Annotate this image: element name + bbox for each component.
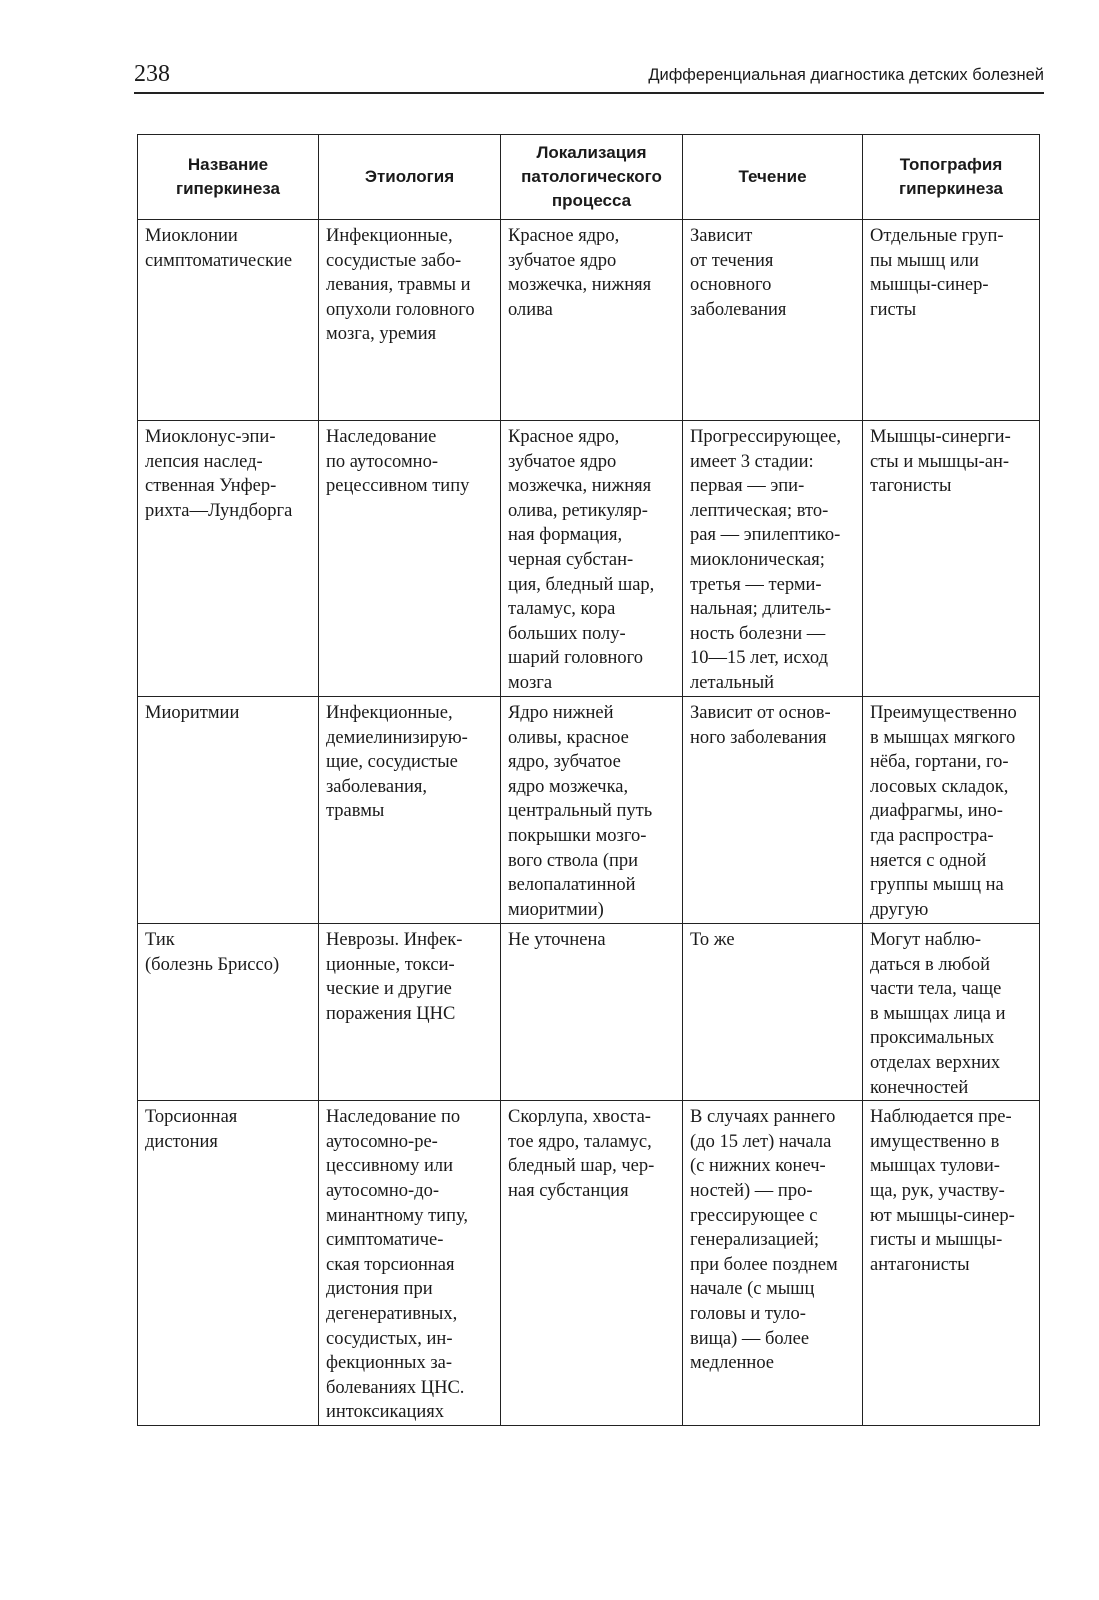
table-row [138,220,1040,421]
table-cell: То же [683,924,863,1101]
table-cell: Могут наблю- даться в любой части тела, чаще в мышцах лица и проксимальных отделах верхних конечностей [863,924,1040,1101]
table-cell: Инфекционные, сосудистые забо- левания, травмы и опухоли головного мозга, уремия [319,220,501,421]
header-cell-course: Течение [683,135,863,220]
table-cell: Неврозы. Инфек- ционные, токси- ческие и другие поражения ЦНС [319,924,501,1101]
table-cell: Миоритмии [138,697,319,924]
table-cell: Преимущественно в мышцах мягкого нёба, гортани, го- лосовых складок, диафрагмы, ино- гда распростра- няется с одной группы мышц на другую [863,697,1040,924]
table-cell: Скорлупа, хвоста- тое ядро, таламус, бледный шар, чер- ная субстанция [501,1101,683,1426]
table-cell: Инфекционные, демиелинизирую- щие, сосудистые заболевания, травмы [319,697,501,924]
page-number: 238 [134,61,170,87]
header-cell-name: Название гиперкинеза [138,135,319,220]
table-cell: Красное ядро, зубчатое ядро мозжечка, нижняя олива, ретикуляр- ная формация, черная субстан- ция, бледный шар, таламус, кора больших полу- шарий головного мозга [501,421,683,697]
table-cell: Отдельные груп- пы мышц или мышцы-синер- гисты [863,220,1040,421]
table-header-row [138,135,1040,220]
table-cell: Зависит от течения основного заболевания [683,220,863,421]
table-cell: Тик (болезнь Бриссо) [138,924,319,1101]
header-cell-topography: Топография гиперкинеза [863,135,1040,220]
header-cell-etiology: Этиология [319,135,501,220]
table-cell: Наблюдается пре- имущественно в мышцах тулови- ща, рук, участву- ют мышцы-синер- гисты и мышцы- антагонисты [863,1101,1040,1426]
hyperkinesis-table [137,134,1040,1426]
table-cell: Наследование по аутосомно-ре- цессивному или аутосомно-до- минантному типу, симптоматиче- ская торсионная дистония при дегенеративных, сосудистых, ин- фекционных за- болеваниях ЦНС. интоксикациях [319,1101,501,1426]
table-cell: Миоклонус-эпи- лепсия наслед- ственная Унфер- рихта—Лундборга [138,421,319,697]
table-cell: В случаях раннего (до 15 лет) начала (с нижних конеч- ностей) — про- грессирующее с генерализацией; при более позднем начале (с мышц головы и туло- вища) — более медленное [683,1101,863,1426]
table-cell: Наследование по аутосомно- рецессивном типу [319,421,501,697]
table-cell: Зависит от основ- ного заболевания [683,697,863,924]
running-title: Дифференциальная диагностика детских болезней [648,66,1044,84]
table-row [138,1101,1040,1426]
table-row [138,697,1040,924]
table-cell: Торсионная дистония [138,1101,319,1426]
table-cell: Миоклонии симптоматические [138,220,319,421]
table-cell: Ядро нижней оливы, красное ядро, зубчатое ядро мозжечка, центральный путь покрышки мозго- вого ствола (при велопалатинной миоритмии) [501,697,683,924]
table-cell: Прогрессирующее, имеет 3 стадии: первая — эпи- лептическая; вто- рая — эпилептико- миоклоническая; третья — терми- нальная; длитель- ность болезни — 10—15 лет, исход летальный [683,421,863,697]
table-row [138,924,1040,1101]
table-cell: Красное ядро, зубчатое ядро мозжечка, нижняя олива [501,220,683,421]
table-row [138,421,1040,697]
page-header [134,58,1044,94]
header-cell-localization: Локализация патологического процесса [501,135,683,220]
table-cell: Не уточнена [501,924,683,1101]
table-cell: Мышцы-синерги- сты и мышцы-ан- тагонисты [863,421,1040,697]
